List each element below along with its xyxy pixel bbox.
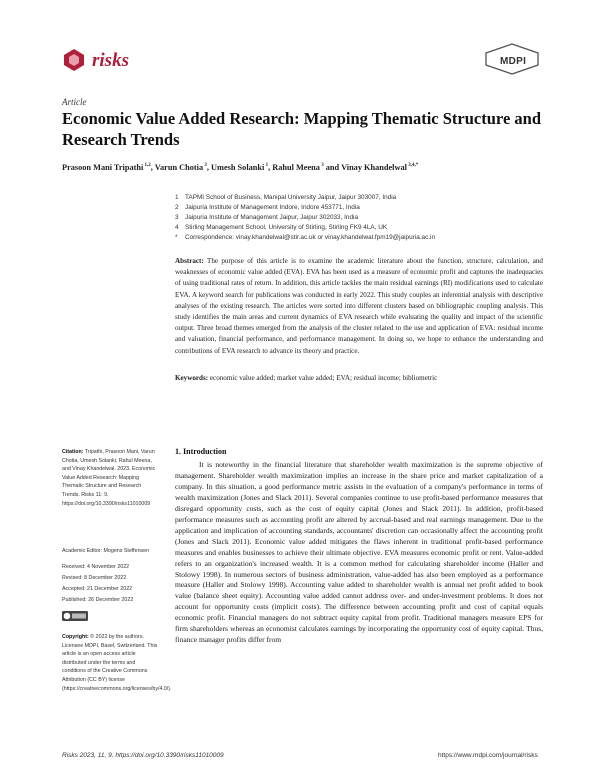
author-name[interactable]: Vinay Khandelwal: [341, 163, 407, 172]
copyright-label: Copyright:: [62, 634, 89, 640]
article-title: Economic Value Added Research: Mapping Thematic Structure and Research Trends: [62, 109, 541, 149]
article-type: Article: [62, 97, 87, 107]
risks-logo-icon: [62, 48, 86, 72]
revised-date: Revised: 8 December 2022: [62, 575, 127, 581]
abstract-label: Abstract:: [175, 257, 204, 265]
citation-label: Citation:: [62, 449, 84, 455]
affiliation-item: 4 Stirling Management School, University of Stirling, Stirling FK9 4LA, UK: [175, 224, 388, 231]
section-heading: 1. Introduction: [175, 447, 227, 456]
author-affiliation-marker: 3: [203, 163, 207, 169]
author-affiliation-marker: 1: [264, 163, 269, 169]
keywords-text: economic value added; market value added; EVA; residual income; bibliometric: [209, 374, 438, 382]
keywords-label: Keywords:: [175, 374, 209, 382]
author-affiliation-marker: 1,2: [143, 163, 151, 169]
copyright-block: [62, 633, 172, 693]
keywords: [175, 373, 543, 384]
author-name[interactable]: Umesh Solanki: [211, 163, 265, 172]
journal-name[interactable]: risks: [92, 50, 129, 71]
footer-citation: Risks 2023, 11, 9. https://doi.org/10.3390/risks11010009: [62, 752, 224, 759]
cc-by-license-icon[interactable]: [62, 611, 88, 621]
affiliation-item: 1 TAPMI School of Business, Manipal University Jaipur, Jaipur 303007, India: [175, 194, 397, 201]
author-affiliation-marker: 3,4,*: [406, 163, 419, 169]
author-name[interactable]: Varun Chotia: [154, 163, 204, 172]
publisher-logo-text: MDPI: [500, 56, 527, 67]
journal-url[interactable]: https://www.mdpi.com/journal/risks: [438, 752, 538, 759]
abstract-text: The purpose of this article is to examine the academic literature about the function, structure, calculation, and weaknesses of economic value added (EVA). EVA has been used as a measure of economic profit and captures the inadequacies of using traditional rates of return. In addition, this article tackles the main residual earnings (RI) modifications used to calculate EVA. A keyword search for publications was conducted in early 2022. This study couples an inferential analysis with descriptive analyses of the existing research. The articles were sorted into different clusters based on bibliographic coupling analysis. This study identifies the main areas and current dynamics of EVA research while evaluating the quality and impact of the scientific output. Three broad themes emerged from the analysis of the cluster related to the use and application of EVA: residual income and valuation, financial performance, and performance management. In doing so, we hope to enhance the understanding and contributions of EVA research to advance its theory and practice.: [175, 257, 543, 355]
author-affiliation-marker: 3: [319, 163, 324, 169]
author-list: Prasoon Mani Tripathi $^{1,2}$, Varun Chotia $^3$, Umesh Solanki $^1$, Rahul Meena $^3$ and Vinay Khandelwal $^{3,4,*}$: [62, 163, 419, 172]
author-name[interactable]: Rahul Meena: [272, 163, 320, 172]
accepted-date: Accepted: 21 December 2022: [62, 586, 133, 592]
introduction-paragraph: [175, 460, 543, 646]
affiliation-item: 3 Jaipuria Institute of Management Jaipur, Jaipur 302033, India: [175, 214, 359, 221]
author-name[interactable]: Prasoon Mani Tripathi: [62, 163, 144, 172]
published-date: Published: 26 December 2022: [62, 597, 134, 603]
citation-text: Tripathi, Prasoon Mani, Varun Chotia, Umesh Solanki, Rahul Meena, and Vinay Khandelwal. 2023. Economic Value Added Research: Mapping Thematic Structure and Research Trends. Risks 11: 9. https://doi.org/10.3390/risks11010009: [62, 449, 156, 507]
received-date: Received: 4 November 2022: [62, 564, 130, 570]
affiliation-item: 2 Jaipuria Institute of Management Indore, Indore 453771, India: [175, 204, 360, 211]
correspondence: * Correspondence: vinay.khandelwal@stir.ac.uk or vinay.khandelwal.fpm19@jaipuria.ac.in: [175, 234, 436, 241]
academic-editor: Academic Editor: Mogens Steffensen: [62, 548, 150, 554]
copyright-text: © 2022 by the authors. Licensee MDPI, Basel, Switzerland. This article is an open access article distributed under the terms and conditions of the Creative Commons Attribution (CC BY) license (https://creativecommons.org/licenses/by/4.0/).: [62, 634, 172, 692]
abstract: [175, 256, 543, 357]
introduction-text: It is noteworthy in the financial literature that shareholder wealth maximization is the supreme objective of management. Shareholder wealth maximization implies an increase in the share price and market capitalization of a company. In this situation, a good performance metric assists in the evaluation of a company's performance in terms of wealth maximization (Jones and Slack 2011). Several companies continue to use profit-based performance measures that disregard opportunity costs, such as the cost of equity capital (Jones and Slack 2011). In addition, profit-based performance measures such as accounting profit are altered by accrual-based and real earnings management. Due to the application and implication of accounting standards, accountants' discretion can occasionally affect the accounting profit (Jones and Slack 2011). Economic value added mitigates the flaws inherent in traditional profit-based performance measures and enables businesses to achieve their ultimate objective. EVA measures economic profit or rent. Value-added refers to an organization's increased wealth. It is a common method for calculating shareholder income (Haller and Stolowy 1998). In numerous sectors of business administration, value-added has also been employed as a performance measure (Haller and Stolowy 1998). Accounting value added to shareholder wealth is annual net profit added to book value (balance sheet equity). Accounting value added cannot address over- and under-investment problems. It does not account for opportunity costs (implicit costs). The difference between accounting profit and cost of capital equals economic profit. Financial managers do not subtract equity capital from profit. Traditional managers measure EPS for firm shareholders whereas an economist calculates earnings by incorporating the opportunity cost of equity capital. Thus, finance manager profits differ from: [175, 460, 543, 645]
citation-block: [62, 448, 160, 508]
